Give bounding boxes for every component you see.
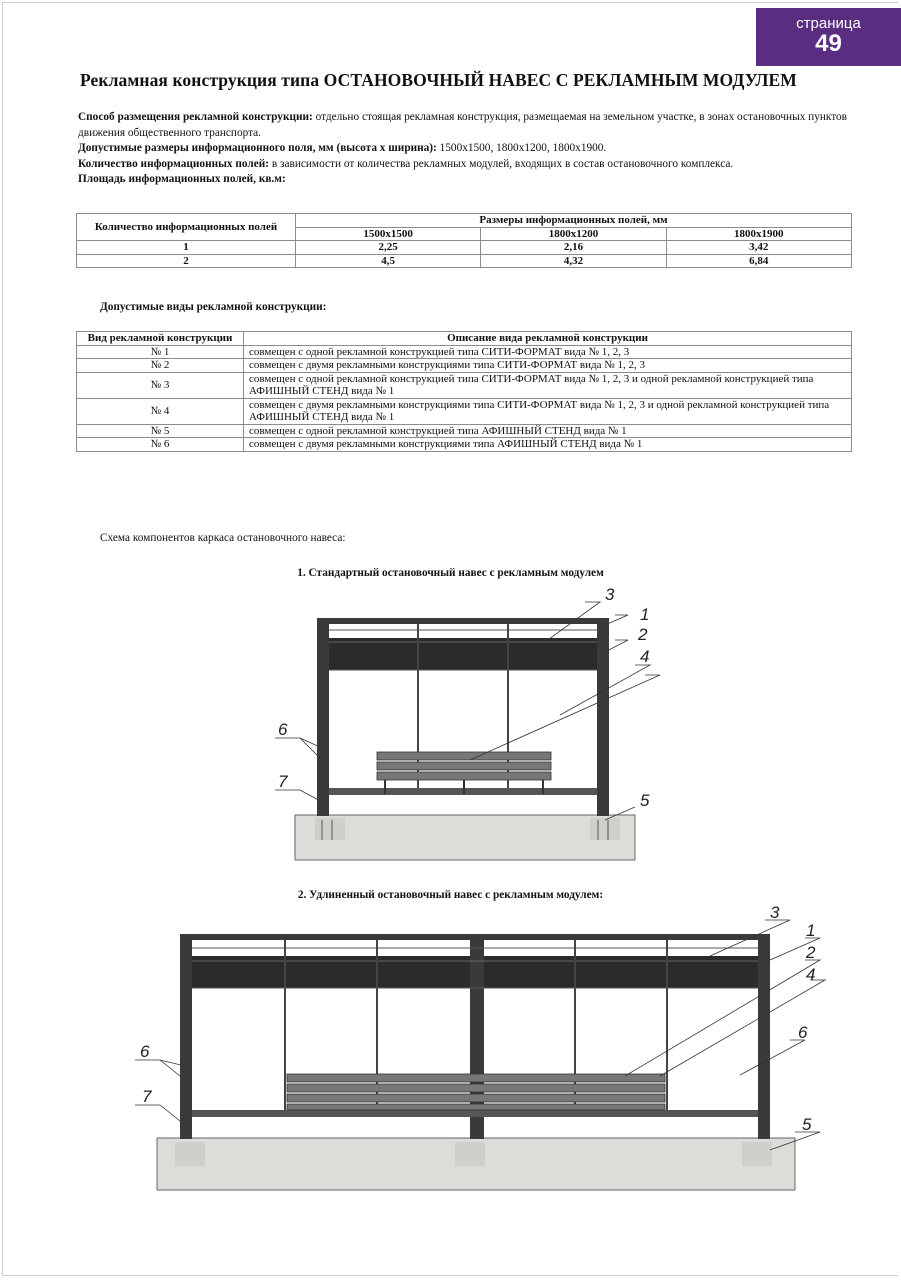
count-paragraph — [78, 157, 850, 173]
callout-6-right: 6 — [798, 1023, 808, 1042]
standard-shelter-drawing — [260, 580, 680, 870]
callout-7: 7 — [142, 1087, 152, 1106]
drawing1-caption: 1. Стандартный остановочный навес с рекламным модулем — [297, 567, 604, 579]
kinds-heading: Допустимые виды рекламной конструкции: — [100, 301, 327, 313]
size-header: 1800х1200 — [481, 227, 666, 241]
callout-6-left: 6 — [140, 1042, 150, 1061]
table-row — [77, 359, 852, 373]
area-table-header-row — [77, 214, 852, 228]
kind-number: № 4 — [77, 398, 244, 424]
placement-text: отдельно стоящая рекламная конструкция, размещаемая на земельном участке, в зонах остановочных пунктов движения общественного транспорта. — [78, 111, 848, 139]
callout-1: 1 — [640, 605, 650, 624]
area-cell: 3,42 — [666, 241, 851, 255]
page-badge-label: страница — [796, 15, 861, 32]
left-post — [317, 620, 329, 816]
callout-3: 3 — [605, 585, 615, 604]
drawing2-caption: 2. Удлиненный остановочный навес с рекламным модулем: — [297, 889, 604, 901]
roof-frame — [317, 618, 609, 624]
kinds-col2-header: Описание вида рекламной конструкции — [244, 332, 852, 346]
kind-description: совмещен с одной рекламной конструкцией типа СИТИ-ФОРМАТ вида № 1, 2, 3 — [244, 345, 852, 359]
kind-number: № 6 — [77, 438, 244, 452]
right-post — [597, 620, 609, 816]
table-row — [77, 424, 852, 438]
sizes-label: Допустимые размеры информационного поля, мм (высота х ширина): — [78, 142, 437, 154]
kind-description: совмещен с одной рекламной конструкцией типа АФИШНЫЙ СТЕНД вида № 1 — [244, 424, 852, 438]
area-group-header: Размеры информационных полей, мм — [296, 214, 852, 228]
placement-label: Способ размещения рекламной конструкции: — [78, 111, 313, 123]
area-cell: 4,5 — [296, 254, 481, 268]
sizes-text: 1500х1500, 1800х1200, 1800х1900. — [436, 142, 607, 154]
callout-2: 2 — [638, 625, 648, 644]
callout-2: 2 — [806, 943, 816, 962]
count-cell: 2 — [77, 254, 296, 268]
extended-shelter-drawing — [130, 900, 830, 1200]
area-col1-header: Количество информационных полей — [77, 214, 296, 241]
kind-number: № 3 — [77, 372, 244, 398]
callout-6: 6 — [278, 720, 288, 739]
size-header: 1500х1500 — [296, 227, 481, 241]
table-row — [77, 241, 852, 255]
placement-paragraph — [78, 110, 850, 141]
roof-panel — [329, 638, 597, 670]
page-badge-number: 49 — [815, 30, 842, 57]
kinds-table — [76, 331, 852, 452]
callout-4: 4 — [640, 647, 650, 666]
area-label: Площадь информационных полей, кв.м: — [78, 173, 286, 185]
callout-5: 5 — [802, 1115, 812, 1134]
callout-4: 4 — [806, 965, 816, 984]
base-slab — [295, 815, 635, 860]
roof-frame — [180, 934, 770, 940]
kind-description: совмещен с двумя рекламными конструкциями типа СИТИ-ФОРМАТ вида № 1, 2, 3 и одной рекламной конструкцией типа АФИШНЫЙ СТЕНД вида № 1 — [244, 398, 852, 424]
count-cell: 1 — [77, 241, 296, 255]
kind-number: № 5 — [77, 424, 244, 438]
callout-1: 1 — [806, 921, 816, 940]
kinds-col1-header: Вид рекламной конструкции — [77, 332, 244, 346]
callout-7: 7 — [278, 772, 288, 791]
page-title: Рекламная конструкция типа ОСТАНОВОЧНЫЙ НАВЕС С РЕКЛАМНЫМ МОДУЛЕМ — [80, 70, 797, 90]
callout-3: 3 — [770, 903, 780, 922]
page-number-badge — [756, 8, 901, 66]
bench — [287, 1074, 665, 1110]
intro-section — [78, 110, 850, 188]
callout-5: 5 — [640, 791, 650, 810]
area-cell: 2,25 — [296, 241, 481, 255]
right-post — [758, 935, 770, 1139]
kind-number: № 1 — [77, 345, 244, 359]
area-cell: 4,32 — [481, 254, 666, 268]
kinds-header-row — [77, 332, 852, 346]
bench — [377, 752, 551, 794]
size-header: 1800х1900 — [666, 227, 851, 241]
sizes-paragraph — [78, 141, 850, 157]
kind-description: совмещен с двумя рекламными конструкциями типа АФИШНЫЙ СТЕНД вида № 1 — [244, 438, 852, 452]
kind-number: № 2 — [77, 359, 244, 373]
table-row — [77, 398, 852, 424]
area-table — [76, 213, 852, 268]
left-post — [180, 935, 192, 1139]
count-text: в зависимости от количества рекламных модулей, входящих в состав остановочного комплекса. — [269, 157, 734, 170]
table-row — [77, 345, 852, 359]
table-row — [77, 254, 852, 268]
area-paragraph — [78, 172, 850, 188]
kind-description: совмещен с двумя рекламными конструкциями типа СИТИ-ФОРМАТ вида № 1, 2, 3 — [244, 359, 852, 373]
schema-label: Схема компонентов каркаса остановочного навеса: — [100, 532, 346, 544]
count-label: Количество информационных полей: — [78, 157, 270, 170]
kind-description: совмещен с одной рекламной конструкцией типа СИТИ-ФОРМАТ вида № 1, 2, 3 и одной рекламной конструкцией типа АФИШНЫЙ СТЕНД вида № 1 — [244, 372, 852, 398]
area-cell: 6,84 — [666, 254, 851, 268]
table-row — [77, 372, 852, 398]
table-row — [77, 438, 852, 452]
area-cell: 2,16 — [481, 241, 666, 255]
